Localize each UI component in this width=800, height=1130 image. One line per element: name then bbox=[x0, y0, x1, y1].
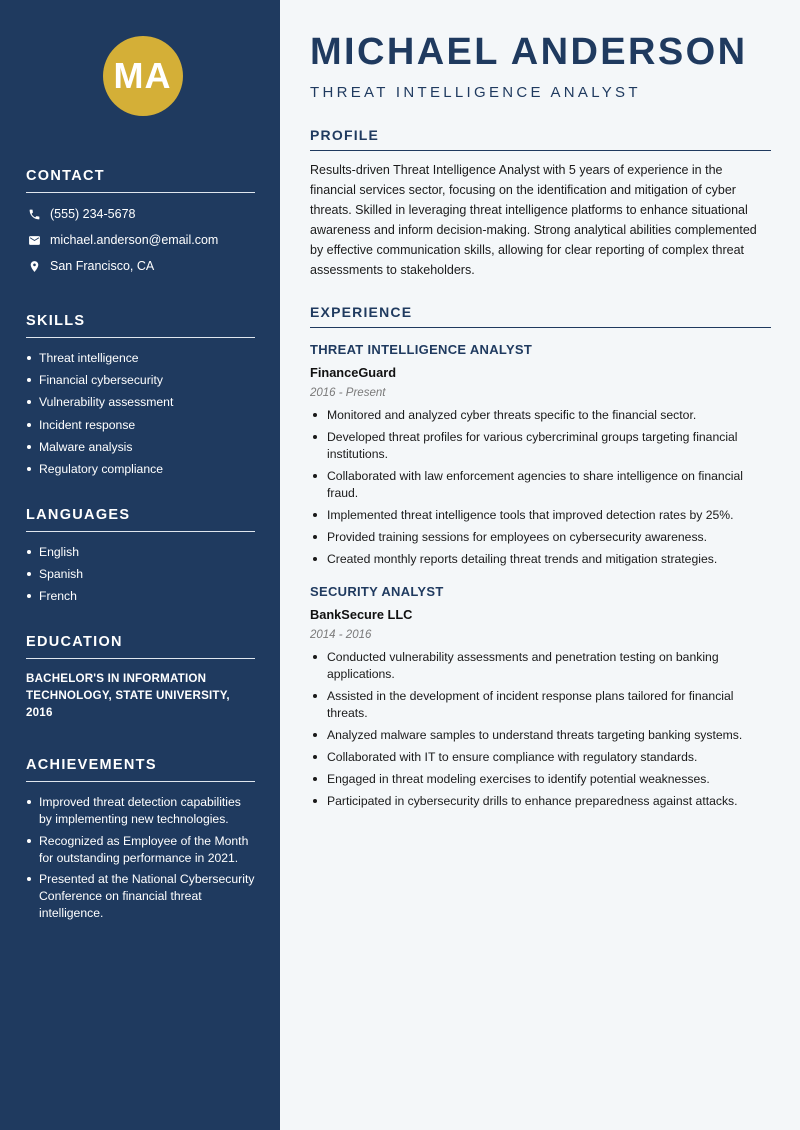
job-bullet: Created monthly reports detailing threat trends and mitigation strategies. bbox=[310, 551, 771, 568]
contact-phone bbox=[26, 205, 255, 223]
job-entry bbox=[310, 342, 771, 568]
job-bullet: Collaborated with IT to ensure compliance with regulatory standards. bbox=[310, 749, 771, 766]
profile-heading: PROFILE bbox=[310, 127, 771, 151]
skill-item: Malware analysis bbox=[26, 439, 255, 455]
skills-list bbox=[26, 350, 255, 477]
job-bullet: Engaged in threat modeling exercises to identify potential weaknesses. bbox=[310, 771, 771, 788]
skills-heading: SKILLS bbox=[26, 313, 255, 338]
achievement-item: Recognized as Employee of the Month for outstanding performance in 2021. bbox=[26, 833, 255, 867]
language-item: French bbox=[26, 588, 255, 604]
contact-section bbox=[26, 168, 255, 275]
job-bullet: Collaborated with law enforcement agencies to share intelligence on financial fraud. bbox=[310, 468, 771, 502]
job-bullets bbox=[310, 649, 771, 810]
email-icon bbox=[27, 233, 41, 247]
phone-text: (555) 234-5678 bbox=[50, 207, 136, 221]
job-company: FinanceGuard bbox=[310, 365, 397, 380]
skill-item: Threat intelligence bbox=[26, 350, 255, 366]
achievement-item: Presented at the National Cybersecurity Conference on financial threat intelligence. bbox=[26, 871, 255, 922]
languages-section bbox=[26, 507, 255, 604]
languages-list bbox=[26, 544, 255, 604]
job-company: BankSecure LLC bbox=[310, 607, 413, 622]
language-item: Spanish bbox=[26, 566, 255, 582]
job-bullet: Developed threat profiles for various cybercriminal groups targeting financial institutions. bbox=[310, 429, 771, 463]
contact-email bbox=[26, 231, 255, 249]
location-text: San Francisco, CA bbox=[50, 259, 155, 273]
languages-heading: LANGUAGES bbox=[26, 507, 255, 532]
sidebar bbox=[0, 0, 280, 1130]
skill-item: Financial cybersecurity bbox=[26, 372, 255, 388]
avatar: MA bbox=[103, 36, 183, 116]
profile-text: Results-driven Threat Intelligence Analyst with 5 years of experience in the financial services sector, focusing on the identification and mitigation of cyber threats. Skilled in leveraging threat intelligence platforms to enhance situational awareness and inform decision-making. Strong analytical abilities complemented by effective communication skills, allowing for clear reporting of complex threat assessments to stakeholders. bbox=[310, 163, 757, 277]
job-dates: 2014 - 2016 bbox=[310, 629, 372, 641]
skills-section bbox=[26, 313, 255, 477]
candidate-title: THREAT INTELLIGENCE ANALYST bbox=[310, 84, 641, 101]
phone-icon bbox=[27, 207, 41, 221]
contact-list bbox=[26, 205, 255, 275]
job-bullet: Participated in cybersecurity drills to enhance preparedness against attacks. bbox=[310, 793, 771, 810]
job-bullet: Monitored and analyzed cyber threats specific to the financial sector. bbox=[310, 407, 771, 424]
job-bullet: Conducted vulnerability assessments and penetration testing on banking applications. bbox=[310, 649, 771, 683]
language-item: English bbox=[26, 544, 255, 560]
email-text: michael.anderson@email.com bbox=[50, 233, 219, 247]
job-bullets bbox=[310, 407, 771, 568]
profile-section bbox=[310, 127, 771, 280]
contact-heading: CONTACT bbox=[26, 168, 255, 193]
candidate-name: MICHAEL ANDERSON bbox=[310, 31, 748, 73]
education-degree: BACHELOR'S IN INFORMATION TECHNOLOGY, STATE UNIVERSITY, 2016 bbox=[26, 672, 230, 720]
education-section bbox=[26, 634, 255, 721]
job-bullet: Provided training sessions for employees on cybersecurity awareness. bbox=[310, 529, 771, 546]
job-dates: 2016 - Present bbox=[310, 387, 386, 399]
contact-location bbox=[26, 257, 255, 275]
job-bullet: Implemented threat intelligence tools that improved detection rates by 25%. bbox=[310, 507, 771, 524]
location-pin-icon bbox=[27, 259, 41, 273]
experience-section bbox=[310, 304, 771, 810]
achievements-heading: ACHIEVEMENTS bbox=[26, 757, 255, 782]
skill-item: Regulatory compliance bbox=[26, 461, 255, 477]
main-content bbox=[280, 0, 800, 1130]
skill-item: Vulnerability assessment bbox=[26, 394, 255, 410]
job-entry bbox=[310, 584, 771, 810]
education-heading: EDUCATION bbox=[26, 634, 255, 659]
achievement-item: Improved threat detection capabilities by implementing new technologies. bbox=[26, 794, 255, 828]
job-role: THREAT INTELLIGENCE ANALYST bbox=[310, 342, 533, 357]
job-role: SECURITY ANALYST bbox=[310, 584, 444, 599]
experience-heading: EXPERIENCE bbox=[310, 304, 771, 328]
achievements-list bbox=[26, 794, 255, 922]
achievements-section bbox=[26, 757, 255, 922]
skill-item: Incident response bbox=[26, 417, 255, 433]
job-bullet: Assisted in the development of incident response plans tailored for financial threats. bbox=[310, 688, 771, 722]
job-bullet: Analyzed malware samples to understand threats targeting banking systems. bbox=[310, 727, 771, 744]
